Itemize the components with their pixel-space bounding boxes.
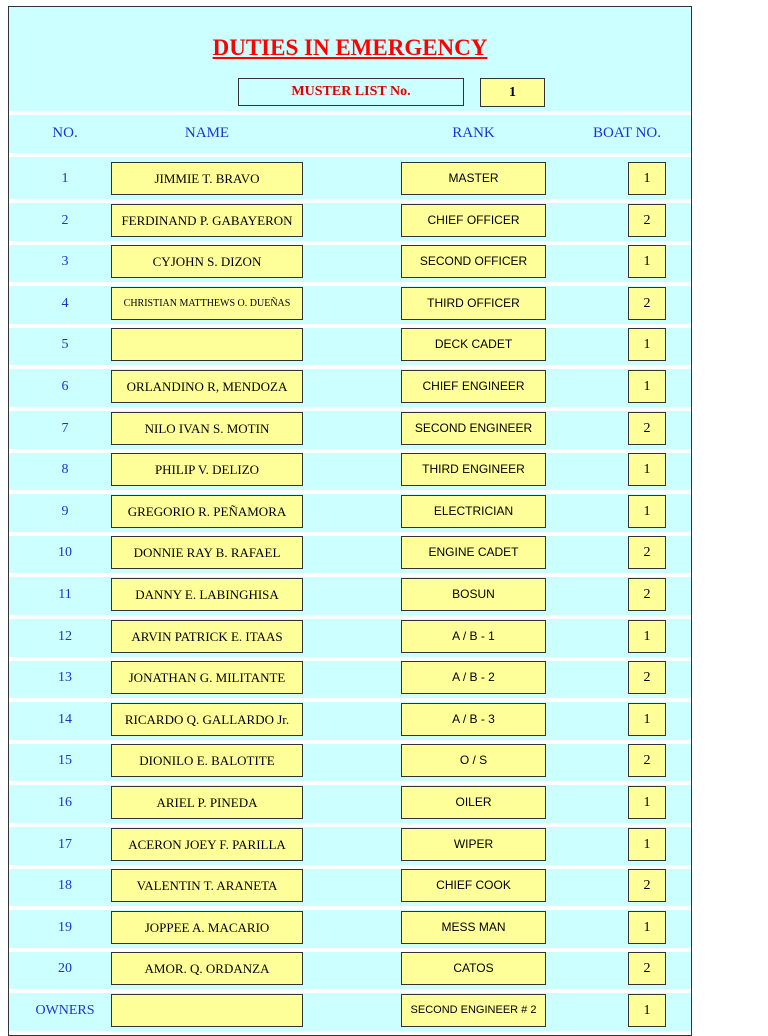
crew-boat-number: 2 [628, 869, 666, 902]
row-divider [9, 906, 691, 910]
crew-rank: DECK CADET [401, 328, 546, 361]
crew-boat-number: 2 [628, 744, 666, 777]
header-rank: RANK [452, 125, 495, 141]
crew-name: CYJOHN S. DIZON [111, 245, 303, 278]
crew-number: 9 [61, 504, 69, 519]
table-row [9, 328, 691, 361]
row-divider [9, 698, 691, 702]
crew-rank: THIRD ENGINEER [401, 453, 546, 486]
crew-rank: CHIEF ENGINEER [401, 370, 546, 403]
crew-number: 6 [61, 379, 69, 394]
crew-boat-number: 1 [628, 828, 666, 861]
crew-boat-number: 1 [628, 786, 666, 819]
table-row [9, 162, 691, 195]
crew-number: 10 [58, 545, 72, 560]
crew-number: 15 [58, 753, 72, 768]
crew-boat-number: 1 [628, 328, 666, 361]
crew-name: NILO IVAN S. MOTIN [111, 412, 303, 445]
table-row [9, 287, 691, 320]
crew-rank: A / B - 1 [401, 620, 546, 653]
row-divider [9, 282, 691, 286]
crew-number: 3 [61, 254, 69, 269]
muster-list-number: 1 [480, 78, 545, 107]
crew-name: VALENTIN T. ARANETA [111, 869, 303, 902]
crew-name: JONATHAN G. MILITANTE [111, 661, 303, 694]
crew-number: OWNERS [35, 1003, 95, 1018]
table-row [9, 412, 691, 445]
header-no: NO. [52, 125, 78, 141]
row-divider [9, 199, 691, 203]
row-divider [9, 407, 691, 411]
crew-name: ARVIN PATRICK E. ITAAS [111, 620, 303, 653]
crew-number: 7 [61, 421, 69, 436]
crew-name: CHRISTIAN MATTHEWS O. DUEÑAS [111, 287, 303, 320]
table-row [9, 828, 691, 861]
crew-number: 17 [58, 837, 72, 852]
table-row [9, 744, 691, 777]
crew-number: 12 [58, 629, 72, 644]
crew-name: DANNY E. LABINGHISA [111, 578, 303, 611]
crew-rank: CHIEF COOK [401, 869, 546, 902]
crew-rank: SECOND OFFICER [401, 245, 546, 278]
crew-rank: THIRD OFFICER [401, 287, 546, 320]
crew-rank: CATOS [401, 952, 546, 985]
crew-name: GREGORIO R. PEÑAMORA [111, 495, 303, 528]
table-row [9, 204, 691, 237]
row-divider [9, 573, 691, 577]
crew-boat-number: 1 [628, 703, 666, 736]
table-row [9, 994, 691, 1027]
crew-boat-number: 2 [628, 952, 666, 985]
crew-name: JOPPEE A. MACARIO [111, 911, 303, 944]
crew-number: 14 [58, 712, 72, 727]
table-row [9, 453, 691, 486]
row-divider [9, 153, 691, 157]
crew-rank: CHIEF OFFICER [401, 204, 546, 237]
muster-list-label: MUSTER LIST No. [238, 78, 464, 106]
crew-number: 19 [58, 920, 72, 935]
crew-name: FERDINAND P. GABAYERON [111, 204, 303, 237]
table-row [9, 786, 691, 819]
crew-number: 13 [58, 670, 72, 685]
crew-boat-number: 1 [628, 620, 666, 653]
crew-number: 20 [58, 961, 72, 976]
crew-number: 2 [61, 213, 69, 228]
crew-boat-number: 1 [628, 370, 666, 403]
table-row [9, 703, 691, 736]
crew-boat-number: 2 [628, 204, 666, 237]
crew-rank: MESS MAN [401, 911, 546, 944]
table-row [9, 495, 691, 528]
crew-boat-number: 2 [628, 661, 666, 694]
row-divider [9, 781, 691, 785]
crew-boat-number: 1 [628, 453, 666, 486]
crew-rank: MASTER [401, 162, 546, 195]
crew-name: JIMMIE T. BRAVO [111, 162, 303, 195]
crew-boat-number: 1 [628, 911, 666, 944]
crew-boat-number: 2 [628, 536, 666, 569]
row-divider [9, 365, 691, 369]
crew-name: PHILIP V. DELIZO [111, 453, 303, 486]
muster-sheet [8, 6, 692, 1036]
table-row [9, 869, 691, 902]
row-divider [9, 823, 691, 827]
row-divider [9, 1031, 691, 1035]
crew-rank: O / S [401, 744, 546, 777]
crew-number: 11 [58, 587, 72, 602]
row-divider [9, 111, 691, 115]
row-divider [9, 490, 691, 494]
crew-name: ACERON JOEY F. PARILLA [111, 828, 303, 861]
table-row [9, 245, 691, 278]
crew-rank: ELECTRICIAN [401, 495, 546, 528]
crew-boat-number: 2 [628, 287, 666, 320]
crew-number: 1 [61, 171, 69, 186]
crew-boat-number: 2 [628, 412, 666, 445]
crew-rank: OILER [401, 786, 546, 819]
header-name: NAME [184, 125, 230, 141]
crew-name: ARIEL P. PINEDA [111, 786, 303, 819]
crew-boat-number: 1 [628, 495, 666, 528]
table-row [9, 911, 691, 944]
crew-number: 16 [58, 795, 72, 810]
crew-name: AMOR. Q. ORDANZA [111, 952, 303, 985]
crew-name: ORLANDINO R, MENDOZA [111, 370, 303, 403]
row-divider [9, 615, 691, 619]
table-row [9, 620, 691, 653]
crew-rank: SECOND ENGINEER [401, 412, 546, 445]
crew-name: RICARDO Q. GALLARDO Jr. [111, 703, 303, 736]
crew-number: 18 [58, 878, 72, 893]
crew-number: 4 [61, 296, 69, 311]
crew-rank: WIPER [401, 828, 546, 861]
crew-rank: BOSUN [401, 578, 546, 611]
row-divider [9, 989, 691, 993]
table-row [9, 952, 691, 985]
crew-boat-number: 1 [628, 162, 666, 195]
table-row [9, 578, 691, 611]
page-title: DUTIES IN EMERGENCY [212, 35, 488, 60]
table-row [9, 370, 691, 403]
crew-boat-number: 1 [628, 245, 666, 278]
crew-rank: A / B - 3 [401, 703, 546, 736]
crew-boat-number: 1 [628, 994, 666, 1027]
table-row [9, 661, 691, 694]
crew-rank: SECOND ENGINEER # 2 [401, 994, 546, 1027]
crew-rank: ENGINE CADET [401, 536, 546, 569]
crew-rank: A / B - 2 [401, 661, 546, 694]
crew-name [111, 328, 303, 361]
crew-number: 5 [61, 337, 69, 352]
crew-name: DONNIE RAY B. RAFAEL [111, 536, 303, 569]
table-row [9, 536, 691, 569]
crew-name: DIONILO E. BALOTITE [111, 744, 303, 777]
crew-boat-number: 2 [628, 578, 666, 611]
crew-name [111, 994, 303, 1027]
header-boat-no: BOAT NO. [592, 125, 662, 141]
crew-number: 8 [61, 462, 69, 477]
